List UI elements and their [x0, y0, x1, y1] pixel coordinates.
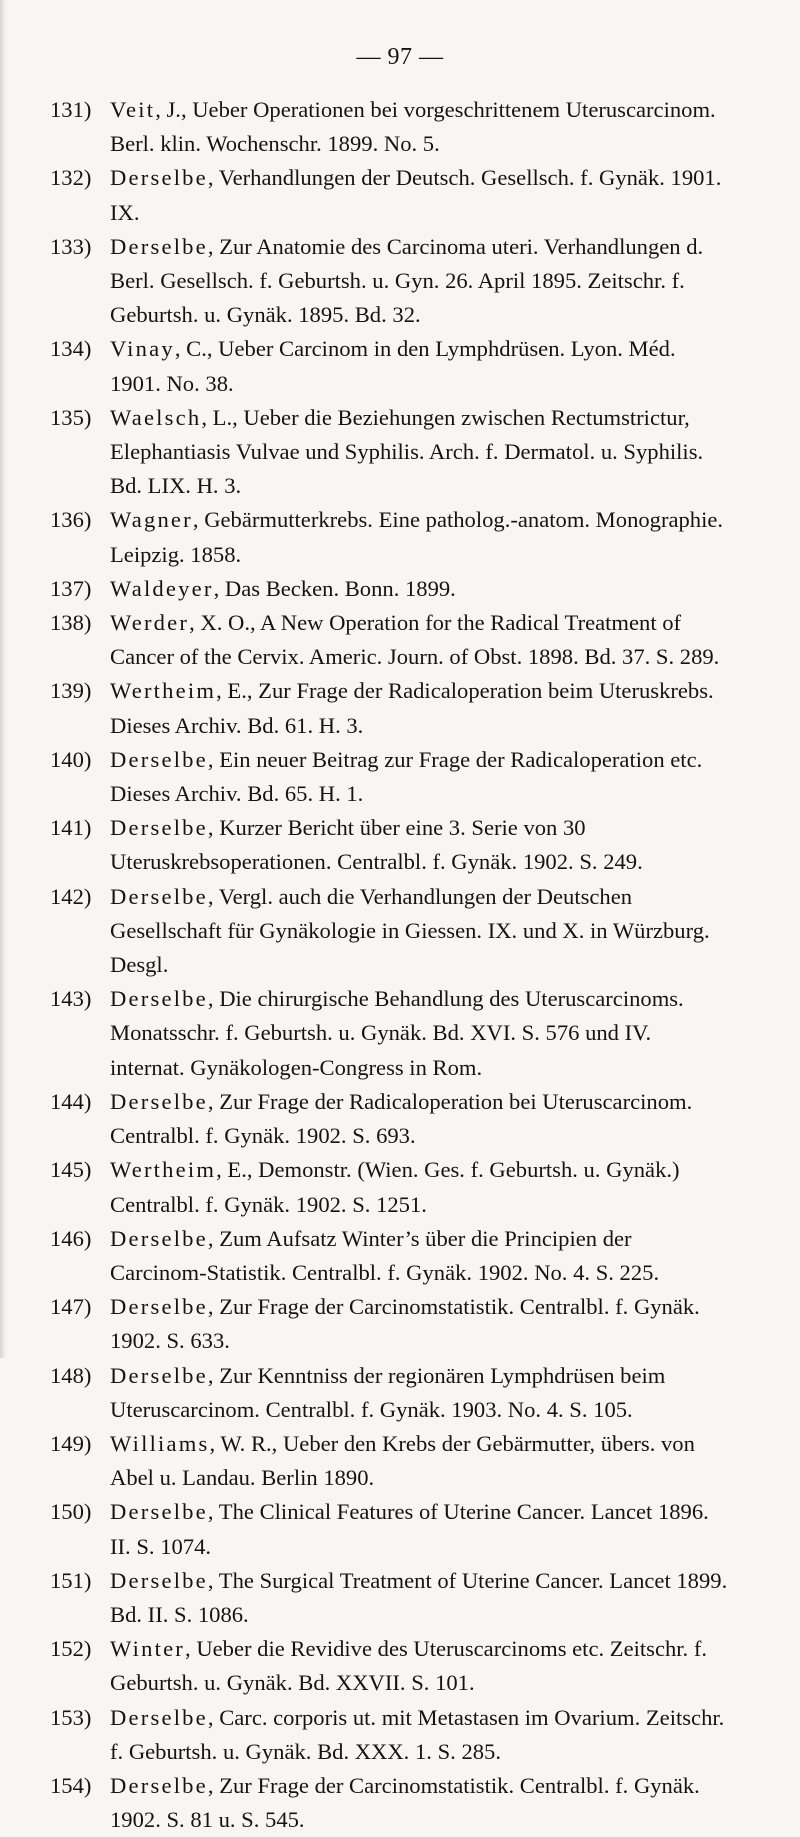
bibliography-entry: [50, 161, 730, 229]
bibliography-entry: [50, 880, 730, 983]
entry-citation: , X. O., A New Operation for the Radical Treatment of Cancer of the Cervix. Americ. Journ. of Obst. 1898. Bd. 37. S. 289.: [110, 610, 720, 670]
entry-author: Derselbe: [110, 1294, 208, 1320]
entry-number: 148): [50, 1362, 92, 1388]
entry-author: Derselbe: [110, 746, 208, 772]
bibliography-entry: [50, 674, 730, 742]
entry-citation: , C., Ueber Carcinom in den Lymphdrüsen. Lyon. Méd. 1901. No. 38.: [110, 336, 676, 396]
entry-author: Derselbe: [110, 165, 208, 191]
entry-citation: , Kurzer Bericht über eine 3. Serie von 30 Uteruskrebsoperationen. Centralbl. f. Gynäk. 1902. S. 249.: [110, 815, 643, 875]
entry-author: Derselbe: [110, 1362, 208, 1388]
entry-number: 147): [50, 1294, 92, 1320]
bibliography-entry: [50, 1632, 730, 1700]
entry-citation: , Zur Anatomie des Carcinoma uteri. Verhandlungen d. Berl. Gesellsch. f. Geburtsh. u. Gyn. 26. April 1895. Zeitschr. f. Geburtsh. u. Gynäk. 1895. Bd. 32.: [110, 233, 704, 328]
entry-citation: , Zur Frage der Radicaloperation bei Uteruscarcinom. Centralbl. f. Gynäk. 1902. S. 693.: [110, 1088, 693, 1149]
entry-citation: , Ueber die Revidive des Uteruscarcinoms etc. Zeitschr. f. Geburtsh. u. Gynäk. Bd. XXVII. S. 101.: [110, 1636, 708, 1696]
entry-citation: , J., Ueber Operationen bei vorgeschrittenem Uteruscarcinom. Berl. klin. Wochenschr. 1899. No. 5.: [110, 97, 716, 157]
bibliography-entry: [50, 1359, 730, 1427]
entry-citation: , Ein neuer Beitrag zur Frage der Radicaloperation etc. Dieses Archiv. Bd. 65. H. 1.: [110, 746, 703, 807]
entry-number: 139): [50, 678, 92, 704]
entry-citation: , Carc. corporis ut. mit Metastasen im Ovarium. Zeitschr. f. Geburtsh. u. Gynäk. Bd. XXX. 1. S. 285.: [110, 1704, 725, 1764]
entry-citation: , Verhandlungen der Deutsch. Gesellsch. f. Gynäk. 1901. IX.: [110, 165, 722, 225]
entry-number: 149): [50, 1430, 92, 1456]
bibliography-entry: [50, 1427, 730, 1495]
bibliography-list: [50, 93, 730, 1837]
bibliography-entry: [50, 743, 730, 811]
entry-author: Derselbe: [110, 1772, 208, 1798]
entry-citation: , Gebärmutterkrebs. Eine patholog.-anatom. Monographie. Leipzig. 1858.: [110, 507, 724, 567]
entry-citation: , Zur Kenntniss der regionären Lymphdrüsen beim Uteruscarcinom. Centralbl. f. Gynäk. 1903. No. 4. S. 105.: [110, 1362, 666, 1422]
bibliography-entry: [50, 1153, 730, 1221]
entry-author: Derselbe: [110, 1704, 208, 1730]
entry-author: Derselbe: [110, 233, 208, 259]
entry-number: 141): [50, 815, 92, 841]
entry-number: 145): [50, 1157, 92, 1183]
entry-number: 133): [50, 233, 92, 259]
entry-number: 134): [50, 336, 92, 362]
entry-citation: , E., Demonstr. (Wien. Ges. f. Geburtsh. u. Gynäk.) Centralbl. f. Gynäk. 1902. S. 1251.: [110, 1157, 680, 1217]
entry-number: 131): [50, 97, 92, 122]
entry-number: 138): [50, 610, 92, 636]
entry-number: 137): [50, 575, 92, 601]
entry-citation: , Das Becken. Bonn. 1899.: [213, 575, 456, 601]
entry-author: Wagner: [110, 507, 193, 533]
entry-number: 142): [50, 883, 92, 909]
entry-citation: , The Clinical Features of Uterine Cancer. Lancet 1896. II. S. 1074.: [110, 1499, 709, 1559]
bibliography-entry: [50, 1085, 730, 1153]
entry-number: 146): [50, 1225, 92, 1251]
entry-number: 153): [50, 1704, 92, 1730]
entry-author: Werder: [110, 610, 190, 636]
bibliography-entry: [50, 332, 730, 400]
bibliography-entry: [50, 401, 730, 504]
bibliography-entry: [50, 572, 730, 606]
entry-citation: , Zum Aufsatz Winter’s über die Principien der Carcinom-Statistik. Centralbl. f. Gynäk. 1902. No. 4. S. 225.: [110, 1225, 660, 1285]
entry-citation: , L., Ueber die Beziehungen zwischen Rectumstrictur, Elephantiasis Vulvae und Syphilis. Arch. f. Dermatol. u. Syphilis. Bd. LIX. H. 3.: [110, 404, 704, 499]
entry-citation: , The Surgical Treatment of Uterine Cancer. Lancet 1899. Bd. II. S. 1086.: [110, 1567, 728, 1627]
entry-author: Derselbe: [110, 1499, 208, 1525]
entry-author: Derselbe: [110, 815, 208, 841]
entry-number: 151): [50, 1567, 92, 1593]
entry-number: 132): [50, 165, 92, 191]
entry-author: Derselbe: [110, 986, 208, 1012]
entry-number: 150): [50, 1499, 92, 1525]
entry-citation: , Vergl. auch die Verhandlungen der Deutschen Gesellschaft für Gynäkologie in Giessen. IX. und X. in Würzburg. Desgl.: [110, 883, 710, 978]
entry-author: Winter: [110, 1636, 186, 1662]
bibliography-entry: [50, 1769, 730, 1837]
bibliography-entry: [50, 606, 730, 674]
bibliography-entry: [50, 503, 730, 571]
entry-citation: , W. R., Ueber den Krebs der Gebärmutter, übers. von Abel u. Landau. Berlin 1890.: [110, 1430, 695, 1491]
bibliography-entry: [50, 982, 730, 1085]
entry-citation: , E., Zur Frage der Radicaloperation beim Uteruskrebs. Dieses Archiv. Bd. 61. H. 3.: [110, 678, 714, 738]
entry-author: Waelsch: [110, 404, 202, 430]
bibliography-entry: [50, 1290, 730, 1358]
entry-author: Waldeyer: [110, 575, 214, 601]
bibliography-entry: [50, 1222, 730, 1290]
entry-author: Wertheim: [110, 678, 217, 704]
entry-author: Vinay: [110, 336, 175, 362]
entry-number: 143): [50, 986, 92, 1012]
entry-citation: , Zur Frage der Carcinomstatistik. Centralbl. f. Gynäk. 1902. S. 81 u. S. 545.: [110, 1772, 700, 1833]
entry-citation: , Zur Frage der Carcinomstatistik. Centralbl. f. Gynäk. 1902. S. 633.: [110, 1294, 700, 1354]
bibliography-entry: [50, 230, 730, 333]
entry-number: 152): [50, 1636, 92, 1662]
bibliography-entry: [50, 811, 730, 879]
page-header: — 97 —: [356, 44, 444, 70]
bibliography-entry: [50, 1495, 730, 1563]
scan-edge-shadow: [0, 0, 6, 1358]
entry-author: Veit: [110, 97, 156, 122]
entry-number: 144): [50, 1088, 92, 1114]
entry-author: Wertheim: [110, 1157, 217, 1183]
entry-author: Williams: [110, 1430, 210, 1456]
entry-author: Derselbe: [110, 883, 208, 909]
bibliography-entry: [50, 1564, 730, 1632]
entry-author: Derselbe: [110, 1567, 208, 1593]
entry-author: Derselbe: [110, 1088, 208, 1114]
entry-author: Derselbe: [110, 1225, 208, 1251]
entry-citation: , Die chirurgische Behandlung des Uteruscarcinoms. Monatsschr. f. Geburtsh. u. Gynäk. Bd. XVI. S. 576 und IV. internat. Gynäkologen-Congress in Rom.: [110, 986, 684, 1080]
entry-number: 154): [50, 1772, 92, 1798]
bibliography-entry: [50, 1701, 730, 1769]
entry-number: 140): [50, 746, 92, 772]
bibliography-entry: [50, 93, 730, 161]
entry-number: 135): [50, 404, 92, 430]
entry-number: 136): [50, 507, 92, 533]
